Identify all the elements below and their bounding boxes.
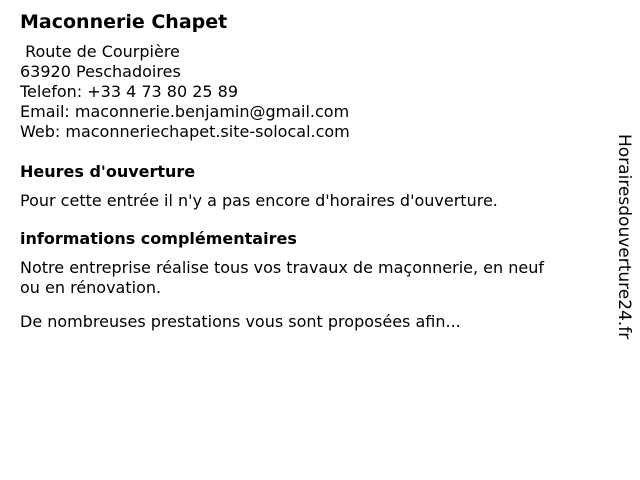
phone-number: Telefon: +33 4 73 80 25 89	[20, 82, 239, 101]
additional-info-teaser: De nombreuses prestations vous sont proposées afin...	[20, 312, 461, 331]
website-address: Web: maconneriechapet.site-solocal.com	[20, 122, 350, 141]
additional-info-heading: informations complémentaires	[20, 229, 297, 248]
opening-hours-heading: Heures d'ouverture	[20, 162, 196, 181]
address-block	[20, 42, 600, 142]
business-card	[20, 10, 600, 332]
email-address: Email: maconnerie.benjamin@gmail.com	[20, 102, 350, 121]
postal-city: 63920 Peschadoires	[20, 62, 181, 81]
street-address: Route de Courpière	[20, 42, 180, 61]
business-name: Maconnerie Chapet	[20, 11, 228, 33]
opening-hours-text: Pour cette entrée il n'y a pas encore d'horaires d'ouverture.	[20, 191, 498, 210]
site-watermark: Horairesdouverture24.fr	[614, 134, 634, 340]
additional-info-text: Notre entreprise réalise tous vos travaux de maçonnerie, en neuf ou en rénovation.	[20, 258, 544, 297]
